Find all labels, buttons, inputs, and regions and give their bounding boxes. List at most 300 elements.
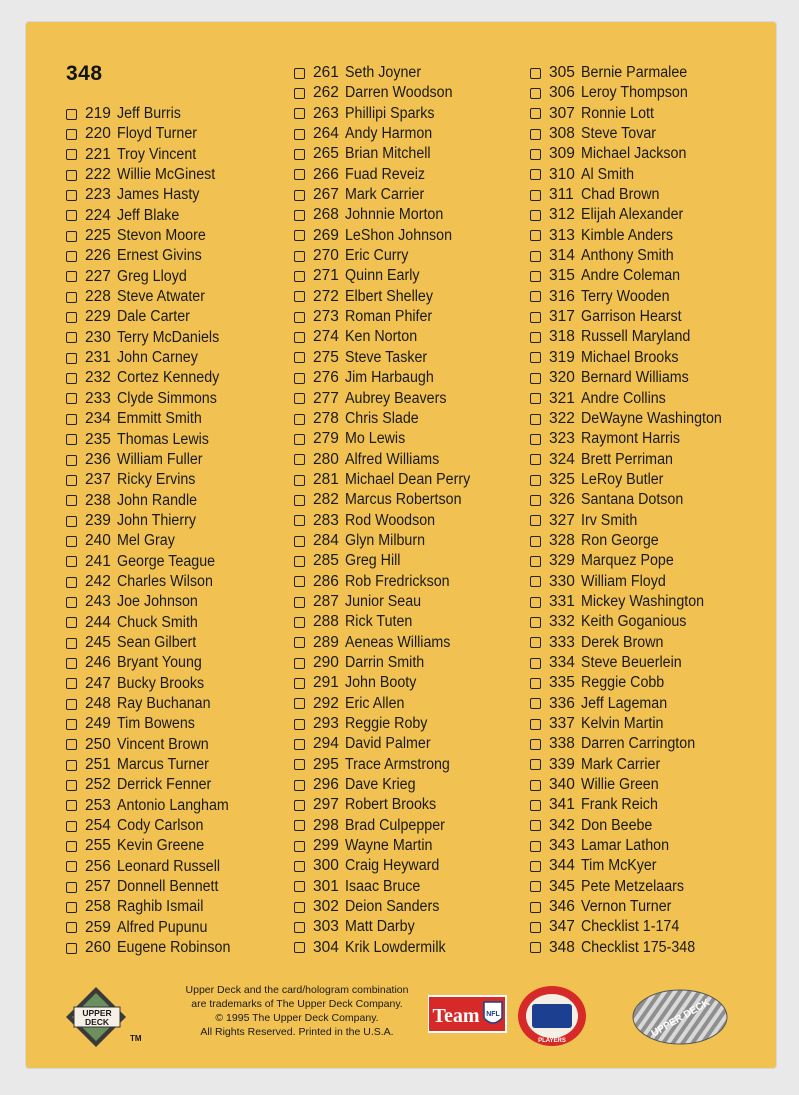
- checklist-row: [66, 714, 240, 734]
- card-number-cell: 250: [85, 735, 111, 753]
- card-number-cell: 325: [549, 470, 575, 488]
- card-number-cell: 277: [313, 389, 339, 407]
- checklist-row: [66, 246, 240, 266]
- card-number-cell: 223: [85, 186, 111, 204]
- checkbox-icon: [530, 678, 541, 689]
- checkbox-icon: [294, 678, 305, 689]
- player-name: Cortez Kennedy: [117, 369, 220, 387]
- card-number-cell: 319: [549, 348, 575, 366]
- checkbox-icon: [294, 617, 305, 628]
- card-number-cell: 299: [313, 837, 339, 855]
- checklist-row: [294, 327, 481, 347]
- checkbox-icon: [530, 902, 541, 913]
- card-number-cell: 286: [313, 572, 339, 590]
- player-name: Willie McGinest: [117, 166, 216, 184]
- checklist-row: [530, 226, 734, 246]
- checkbox-icon: [66, 536, 77, 547]
- player-name: Quinn Early: [345, 267, 420, 285]
- player-name: Marcus Robertson: [345, 491, 462, 509]
- card-number-cell: 259: [85, 918, 111, 936]
- player-name: Mo Lewis: [345, 430, 406, 448]
- trademark-mark: TM: [130, 1034, 142, 1043]
- checklist-row: [294, 714, 481, 734]
- player-name: Tim McKyer: [581, 857, 657, 875]
- legal-line-4: All Rights Reserved. Printed in the U.S.A.: [200, 1026, 394, 1038]
- checklist-row: [294, 938, 481, 958]
- card-number-cell: 306: [549, 84, 575, 102]
- checklist-row: [66, 348, 240, 368]
- checkbox-icon: [66, 251, 77, 262]
- card-number-cell: 278: [313, 409, 339, 427]
- checklist-row: [294, 185, 481, 205]
- player-name: Bernard Williams: [581, 369, 689, 387]
- checklist-row: [66, 694, 240, 714]
- player-name: Andre Collins: [581, 389, 666, 407]
- player-name: Steve Atwater: [117, 288, 205, 306]
- card-number-cell: 285: [313, 552, 339, 570]
- card-number-cell: 222: [85, 166, 111, 184]
- player-name: Kimble Anders: [581, 226, 673, 244]
- player-name: Mark Carrier: [345, 186, 425, 204]
- checkbox-icon: [294, 536, 305, 547]
- checklist-row: [530, 368, 734, 388]
- player-name: Steve Tasker: [345, 348, 428, 366]
- checklist-row: [66, 918, 240, 938]
- player-name: Jeff Burris: [117, 105, 181, 122]
- checkbox-icon: [530, 68, 541, 79]
- player-name: Michael Brooks: [581, 348, 679, 366]
- card-number-cell: 267: [313, 186, 339, 204]
- card-number-cell: 253: [85, 796, 111, 814]
- player-name: Bucky Brooks: [117, 674, 205, 692]
- player-name: Greg Lloyd: [117, 267, 187, 285]
- card-number-cell: 326: [549, 491, 575, 509]
- checkbox-icon: [530, 759, 541, 770]
- checklist-row: [530, 429, 734, 449]
- checkbox-icon: [66, 210, 77, 221]
- card-number-cell: 276: [313, 369, 339, 387]
- player-name: Aubrey Beavers: [345, 389, 447, 407]
- card-number-cell: 255: [85, 837, 111, 855]
- checkbox-icon: [530, 149, 541, 160]
- checkbox-icon: [530, 393, 541, 404]
- checklist-row: [530, 572, 734, 592]
- checkbox-icon: [294, 719, 305, 730]
- checkbox-icon: [530, 515, 541, 526]
- player-name: Santana Dotson: [581, 491, 684, 509]
- player-name: Ken Norton: [345, 328, 418, 346]
- checklist-row: [66, 165, 240, 185]
- card-number: 348: [66, 62, 103, 85]
- checkbox-icon: [66, 861, 77, 872]
- player-name: Robert Brooks: [345, 796, 437, 814]
- checklist-row: [530, 389, 734, 409]
- player-name: Aeneas Williams: [345, 633, 451, 651]
- checkbox-icon: [530, 617, 541, 628]
- card-number-cell: 294: [313, 735, 339, 753]
- checkbox-icon: [66, 821, 77, 832]
- checklist-row: [66, 653, 240, 673]
- checklist-row: [66, 755, 240, 775]
- checklist-row: [294, 144, 481, 164]
- checklist-column-2: [294, 63, 481, 958]
- checkbox-icon: [294, 230, 305, 241]
- checkbox-icon: [294, 556, 305, 567]
- checkbox-icon: [294, 373, 305, 384]
- player-name: Elijah Alexander: [581, 206, 684, 224]
- player-name: Rick Tuten: [345, 613, 413, 631]
- checkbox-icon: [530, 739, 541, 750]
- checklist-row: [530, 694, 734, 714]
- checkbox-icon: [530, 942, 541, 953]
- card-number-cell: 248: [85, 694, 111, 712]
- player-name: John Carney: [117, 349, 198, 367]
- upper-deck-logo-line2: DECK: [84, 1017, 110, 1027]
- card-number-cell: 288: [313, 613, 339, 631]
- card-number-cell: 238: [85, 491, 111, 509]
- card-number-cell: 262: [313, 84, 339, 102]
- checkbox-icon: [530, 841, 541, 852]
- checkbox-icon: [294, 576, 305, 587]
- checkbox-icon: [530, 861, 541, 872]
- card-number-cell: 327: [549, 511, 575, 529]
- checkbox-icon: [66, 658, 77, 669]
- checkbox-icon: [66, 780, 77, 791]
- card-number-cell: 231: [85, 349, 111, 367]
- checklist-row: [66, 613, 240, 633]
- checklist-row: [530, 307, 734, 327]
- checkbox-icon: [66, 556, 77, 567]
- card-number-cell: 272: [313, 287, 339, 305]
- player-name: Ron George: [581, 531, 659, 549]
- card-number-cell: 329: [549, 552, 575, 570]
- card-number-cell: 335: [549, 674, 575, 692]
- checklist-row: [66, 104, 240, 124]
- hologram-seal: [631, 988, 729, 1046]
- card-number-cell: 312: [549, 206, 575, 224]
- player-name: Brian Mitchell: [345, 145, 431, 163]
- player-name: Terry McDaniels: [117, 328, 220, 346]
- player-name: Dave Krieg: [345, 776, 416, 794]
- checklist-row: [294, 165, 481, 185]
- checklist-row: [294, 694, 481, 714]
- checkbox-icon: [294, 352, 305, 363]
- checkbox-icon: [66, 271, 77, 282]
- checkbox-icon: [530, 556, 541, 567]
- player-name: Donnell Bennett: [117, 878, 219, 896]
- player-name: Lamar Lathon: [581, 837, 670, 855]
- checkbox-icon: [530, 271, 541, 282]
- checklist-row: [66, 633, 240, 653]
- checkbox-icon: [294, 88, 305, 99]
- player-name: Vincent Brown: [117, 735, 209, 753]
- checkbox-icon: [66, 699, 77, 710]
- card-number-cell: 322: [549, 409, 575, 427]
- card-number-cell: 251: [85, 756, 111, 773]
- checkbox-icon: [66, 129, 77, 140]
- checkbox-icon: [294, 780, 305, 791]
- checklist-row: [294, 734, 481, 754]
- checkbox-icon: [294, 942, 305, 953]
- checklist-row: [530, 104, 734, 124]
- player-name: Seth Joyner: [345, 64, 422, 81]
- players-text: PLAYERS: [538, 1038, 566, 1044]
- checkbox-icon: [66, 638, 77, 649]
- card-number-cell: 257: [85, 878, 111, 896]
- checklist-row: [530, 551, 734, 571]
- legal-notice: [152, 983, 442, 1039]
- checklist-row: [530, 836, 734, 856]
- player-name: Jeff Lageman: [581, 694, 668, 712]
- card-number-cell: 343: [549, 837, 575, 855]
- checklist-row: [66, 531, 240, 551]
- checklist-row: [294, 572, 481, 592]
- checklist-row: [530, 917, 734, 937]
- card-number-cell: 268: [313, 206, 339, 224]
- checklist-row: [66, 185, 240, 205]
- player-name: Antonio Langham: [117, 796, 229, 814]
- card-number-cell: 344: [549, 857, 575, 875]
- card-number-cell: 348: [549, 938, 575, 956]
- checklist-row: [294, 816, 481, 836]
- card-number-cell: 305: [549, 64, 575, 81]
- checklist-row: [294, 307, 481, 327]
- card-number-cell: 275: [313, 348, 339, 366]
- card-number-cell: 279: [313, 430, 339, 448]
- card-number-cell: 266: [313, 165, 339, 183]
- player-name: Mel Gray: [117, 532, 175, 550]
- player-name: Jeff Blake: [117, 206, 180, 224]
- checklist-row: [530, 266, 734, 286]
- checkbox-icon: [66, 109, 77, 120]
- player-name: Checklist 175-348: [581, 938, 696, 956]
- checklist-row: [294, 897, 481, 917]
- checklist-row: [530, 816, 734, 836]
- player-name: Craig Heyward: [345, 857, 440, 875]
- card-number-cell: 258: [85, 898, 111, 916]
- player-name: Rod Woodson: [345, 511, 436, 529]
- player-name: Anthony Smith: [581, 247, 674, 265]
- card-number-cell: 235: [85, 430, 111, 448]
- checkbox-icon: [66, 922, 77, 933]
- checklist-row: [530, 938, 734, 958]
- player-name: Glyn Milburn: [345, 531, 426, 549]
- player-name: Andy Harmon: [345, 125, 433, 143]
- player-name: Willie Green: [581, 776, 659, 794]
- player-name: Brett Perriman: [581, 450, 673, 468]
- checkbox-icon: [530, 414, 541, 425]
- card-number-cell: 300: [313, 857, 339, 875]
- checklist-row: [294, 226, 481, 246]
- checkbox-icon: [530, 475, 541, 486]
- checklist-row: [530, 612, 734, 632]
- card-number-cell: 265: [313, 145, 339, 163]
- card-number-cell: 332: [549, 613, 575, 631]
- checklist-row: [530, 450, 734, 470]
- player-name: Wayne Martin: [345, 837, 433, 855]
- player-name: LeShon Johnson: [345, 226, 453, 244]
- card-number-cell: 270: [313, 247, 339, 265]
- card-number-cell: 241: [85, 552, 111, 570]
- card-number-cell: 260: [85, 939, 111, 957]
- card-number-cell: 232: [85, 369, 111, 387]
- player-name: Steve Tovar: [581, 125, 657, 143]
- player-name: Junior Seau: [345, 592, 422, 610]
- player-name: Emmitt Smith: [117, 410, 202, 428]
- card-number-cell: 261: [313, 64, 339, 81]
- checkbox-icon: [530, 190, 541, 201]
- card-number-cell: 290: [313, 653, 339, 671]
- player-name: John Booty: [345, 674, 417, 692]
- player-name: Ray Buchanan: [117, 694, 211, 712]
- player-name: Johnnie Morton: [345, 206, 444, 224]
- checkbox-icon: [530, 352, 541, 363]
- checklist-row: [66, 206, 240, 226]
- card-number-cell: 314: [549, 247, 575, 265]
- player-name: Rob Fredrickson: [345, 572, 450, 590]
- checkbox-icon: [294, 454, 305, 465]
- checkbox-icon: [294, 312, 305, 323]
- checklist-row: [294, 246, 481, 266]
- player-name: Marquez Pope: [581, 552, 674, 570]
- checkbox-icon: [66, 739, 77, 750]
- checklist-row: [530, 856, 734, 876]
- checkbox-icon: [294, 393, 305, 404]
- checklist-row: [66, 877, 240, 897]
- checklist-row: [530, 592, 734, 612]
- checkbox-icon: [66, 719, 77, 730]
- player-name: Brad Culpepper: [345, 816, 445, 834]
- checklist-row: [530, 714, 734, 734]
- player-name: Greg Hill: [345, 552, 401, 570]
- card-number-cell: 273: [313, 308, 339, 326]
- card-number-cell: 256: [85, 857, 111, 875]
- checklist-row: [66, 368, 240, 388]
- card-number-cell: 245: [85, 633, 111, 651]
- card-number-cell: 227: [85, 267, 111, 285]
- checklist-row: [66, 470, 240, 490]
- checkbox-icon: [294, 271, 305, 282]
- checkbox-icon: [294, 800, 305, 811]
- card-number-cell: 302: [313, 898, 339, 916]
- checklist-row: [530, 246, 734, 266]
- checkbox-icon: [530, 698, 541, 709]
- checklist-row: [294, 551, 481, 571]
- checkbox-icon: [530, 576, 541, 587]
- checkbox-icon: [294, 515, 305, 526]
- checkbox-icon: [530, 332, 541, 343]
- checklist-row: [294, 205, 481, 225]
- checklist-row: [294, 531, 481, 551]
- checkbox-icon: [66, 678, 77, 689]
- card-number-cell: 243: [85, 593, 111, 611]
- card-number-cell: 229: [85, 308, 111, 326]
- player-name: Derrick Fenner: [117, 776, 212, 794]
- checklist-row: [294, 836, 481, 856]
- checklist-row: [66, 836, 240, 856]
- player-name: Sean Gilbert: [117, 633, 197, 651]
- player-name: Kelvin Martin: [581, 715, 664, 732]
- checklist-row: [530, 205, 734, 225]
- player-name: Bernie Parmalee: [581, 64, 688, 81]
- card-number-cell: 237: [85, 471, 111, 489]
- checklist-row: [66, 450, 240, 470]
- player-name: Marcus Turner: [117, 756, 209, 773]
- checklist-row: [66, 816, 240, 836]
- checklist-row: [294, 755, 481, 775]
- checklist-row: [66, 735, 240, 755]
- checklist-row: [294, 511, 481, 531]
- card-number-cell: 246: [85, 654, 111, 672]
- checkbox-icon: [294, 129, 305, 140]
- checkbox-icon: [530, 800, 541, 811]
- checklist-row: [66, 897, 240, 917]
- checklist-row: [294, 673, 481, 693]
- player-name: Derek Brown: [581, 633, 664, 651]
- checkbox-icon: [530, 495, 541, 506]
- checkbox-icon: [66, 516, 77, 527]
- card-number-cell: 244: [85, 613, 111, 631]
- card-number-cell: 310: [549, 165, 575, 183]
- checkbox-icon: [530, 129, 541, 140]
- checklist-row: [66, 328, 240, 348]
- checklist-row: [294, 368, 481, 388]
- checklist-row: [294, 389, 481, 409]
- checkbox-icon: [530, 291, 541, 302]
- checkbox-icon: [294, 495, 305, 506]
- upper-deck-logo: [64, 983, 148, 1049]
- card-number-cell: 225: [85, 227, 111, 245]
- player-name: Krik Lowdermilk: [345, 938, 446, 956]
- checkbox-icon: [294, 108, 305, 119]
- card-number-cell: 337: [549, 715, 575, 732]
- checklist-row: [530, 470, 734, 490]
- card-number-cell: 221: [85, 145, 111, 163]
- card-number-cell: 342: [549, 816, 575, 834]
- checkbox-icon: [530, 434, 541, 445]
- checklist-row: [294, 63, 481, 83]
- player-name: Steve Beuerlein: [581, 653, 682, 671]
- checklist-row: [294, 450, 481, 470]
- checkbox-icon: [66, 597, 77, 608]
- card-number-cell: 287: [313, 592, 339, 610]
- player-name: Michael Dean Perry: [345, 470, 471, 488]
- checklist-row: [66, 287, 240, 307]
- checklist-row: [294, 429, 481, 449]
- checkbox-icon: [66, 760, 77, 771]
- card-number-cell: 234: [85, 410, 111, 428]
- checklist-row: [66, 307, 240, 327]
- card-number-cell: 315: [549, 267, 575, 285]
- player-name: Thomas Lewis: [117, 430, 209, 448]
- checklist-row: [66, 389, 240, 409]
- checkbox-icon: [66, 292, 77, 303]
- player-name: Ernest Givins: [117, 247, 202, 265]
- card-number-cell: 328: [549, 531, 575, 549]
- player-name: Elbert Shelley: [345, 287, 433, 305]
- player-name: Pete Metzelaars: [581, 877, 685, 895]
- player-name: Eric Allen: [345, 694, 405, 712]
- player-name: Don Beebe: [581, 816, 653, 834]
- nfl-players-logo: [516, 984, 588, 1048]
- checklist-row: [294, 124, 481, 144]
- checkbox-icon: [530, 312, 541, 323]
- checkbox-icon: [66, 495, 77, 506]
- player-name: Isaac Bruce: [345, 877, 421, 895]
- checkbox-icon: [66, 170, 77, 181]
- checkbox-icon: [66, 455, 77, 466]
- checkbox-icon: [530, 454, 541, 465]
